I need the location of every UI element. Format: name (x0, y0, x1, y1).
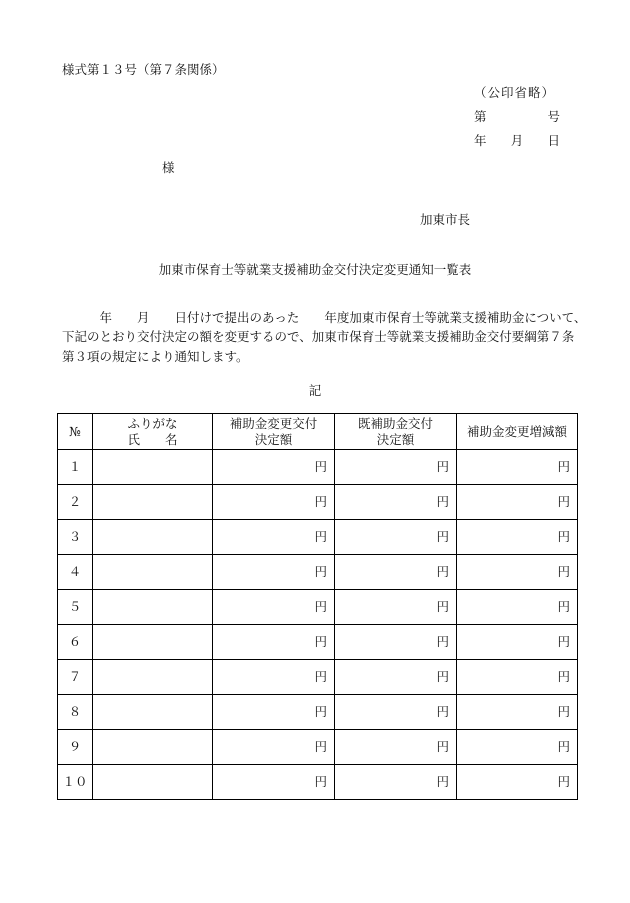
sender-name: 加東市長 (420, 212, 471, 227)
row-number: ６ (58, 625, 93, 660)
header-name-furigana: ふりがな (127, 415, 178, 431)
difference-amount-cell: 円 (457, 555, 578, 590)
header-changed-amount (213, 414, 335, 450)
difference-amount-cell: 円 (457, 695, 578, 730)
row-number: １０ (58, 765, 93, 800)
name-cell (93, 695, 213, 730)
existing-amount-cell: 円 (335, 520, 457, 555)
header-changed-amount-line1: 補助金変更交付 (229, 415, 318, 431)
issue-date (474, 135, 560, 148)
existing-amount-cell: 円 (335, 695, 457, 730)
date-day: 日 (547, 133, 560, 148)
header-name-label: 氏 名 (127, 431, 178, 447)
table-row (58, 625, 578, 660)
name-cell (93, 485, 213, 520)
body-line-3: 第３項の規定により通知します。 (62, 349, 249, 364)
changed-amount-cell: 円 (213, 555, 335, 590)
document-title: 加東市保育士等就業支援補助金交付決定変更通知一覧表 (158, 262, 472, 277)
existing-amount-cell: 円 (335, 450, 457, 485)
changed-amount-cell: 円 (213, 765, 335, 800)
table-row (58, 555, 578, 590)
name-cell (93, 555, 213, 590)
changed-amount-cell: 円 (213, 660, 335, 695)
name-cell (93, 520, 213, 555)
subsidy-list-table (57, 413, 578, 800)
form-number: 様式第１３号（第７条関係） (62, 62, 225, 77)
table-row (58, 450, 578, 485)
table-row (58, 660, 578, 695)
table-row (58, 485, 578, 520)
existing-amount-cell: 円 (335, 765, 457, 800)
name-cell (93, 625, 213, 660)
difference-amount-cell: 円 (457, 625, 578, 660)
row-number: ２ (58, 485, 93, 520)
existing-amount-cell: 円 (335, 590, 457, 625)
date-month: 月 (510, 133, 524, 148)
row-number: ５ (58, 590, 93, 625)
row-number: ９ (58, 730, 93, 765)
header-name (93, 414, 213, 450)
existing-amount-cell: 円 (335, 625, 457, 660)
header-difference-amount: 補助金変更増減額 (457, 414, 578, 450)
header-changed-amount-line2: 決定額 (254, 431, 293, 447)
table-row (58, 765, 578, 800)
row-number: ４ (58, 555, 93, 590)
recipient-honorific: 様 (162, 160, 175, 175)
document-number-prefix: 第 (474, 109, 487, 124)
seal-omitted-note: （公印省略） (474, 85, 556, 100)
body-line-2: 下記のとおり交付決定の額を変更するので、加東市保育士等就業支援補助金交付要綱第７条 (62, 329, 575, 344)
difference-amount-cell: 円 (457, 765, 578, 800)
changed-amount-cell: 円 (213, 625, 335, 660)
document-number-suffix: 号 (547, 109, 560, 124)
difference-amount-cell: 円 (457, 730, 578, 765)
difference-amount-cell: 円 (457, 520, 578, 555)
header-existing-amount (335, 414, 457, 450)
changed-amount-cell: 円 (213, 730, 335, 765)
existing-amount-cell: 円 (335, 730, 457, 765)
date-year: 年 (474, 133, 487, 148)
table-row (58, 730, 578, 765)
body-line-1: 年 月 日付けで提出のあった 年度加東市保育士等就業支援補助金について、 (62, 310, 587, 325)
name-cell (93, 730, 213, 765)
document-number (474, 111, 560, 124)
difference-amount-cell: 円 (457, 590, 578, 625)
difference-amount-cell: 円 (457, 450, 578, 485)
name-cell (93, 660, 213, 695)
table-row (58, 520, 578, 555)
changed-amount-cell: 円 (213, 485, 335, 520)
existing-amount-cell: 円 (335, 555, 457, 590)
row-number: １ (58, 450, 93, 485)
changed-amount-cell: 円 (213, 520, 335, 555)
table-row (58, 590, 578, 625)
note-heading: 記 (308, 383, 322, 398)
changed-amount-cell: 円 (213, 590, 335, 625)
changed-amount-cell: 円 (213, 695, 335, 730)
difference-amount-cell: 円 (457, 485, 578, 520)
header-existing-amount-line2: 決定額 (376, 431, 415, 447)
existing-amount-cell: 円 (335, 485, 457, 520)
name-cell (93, 450, 213, 485)
row-number: ８ (58, 695, 93, 730)
row-number: ３ (58, 520, 93, 555)
name-cell (93, 765, 213, 800)
name-cell (93, 590, 213, 625)
difference-amount-cell: 円 (457, 660, 578, 695)
row-number: ７ (58, 660, 93, 695)
table-header-row (58, 414, 578, 450)
header-existing-amount-line1: 既補助金交付 (357, 415, 433, 431)
table-row (58, 695, 578, 730)
changed-amount-cell: 円 (213, 450, 335, 485)
existing-amount-cell: 円 (335, 660, 457, 695)
header-number: № (58, 414, 93, 450)
